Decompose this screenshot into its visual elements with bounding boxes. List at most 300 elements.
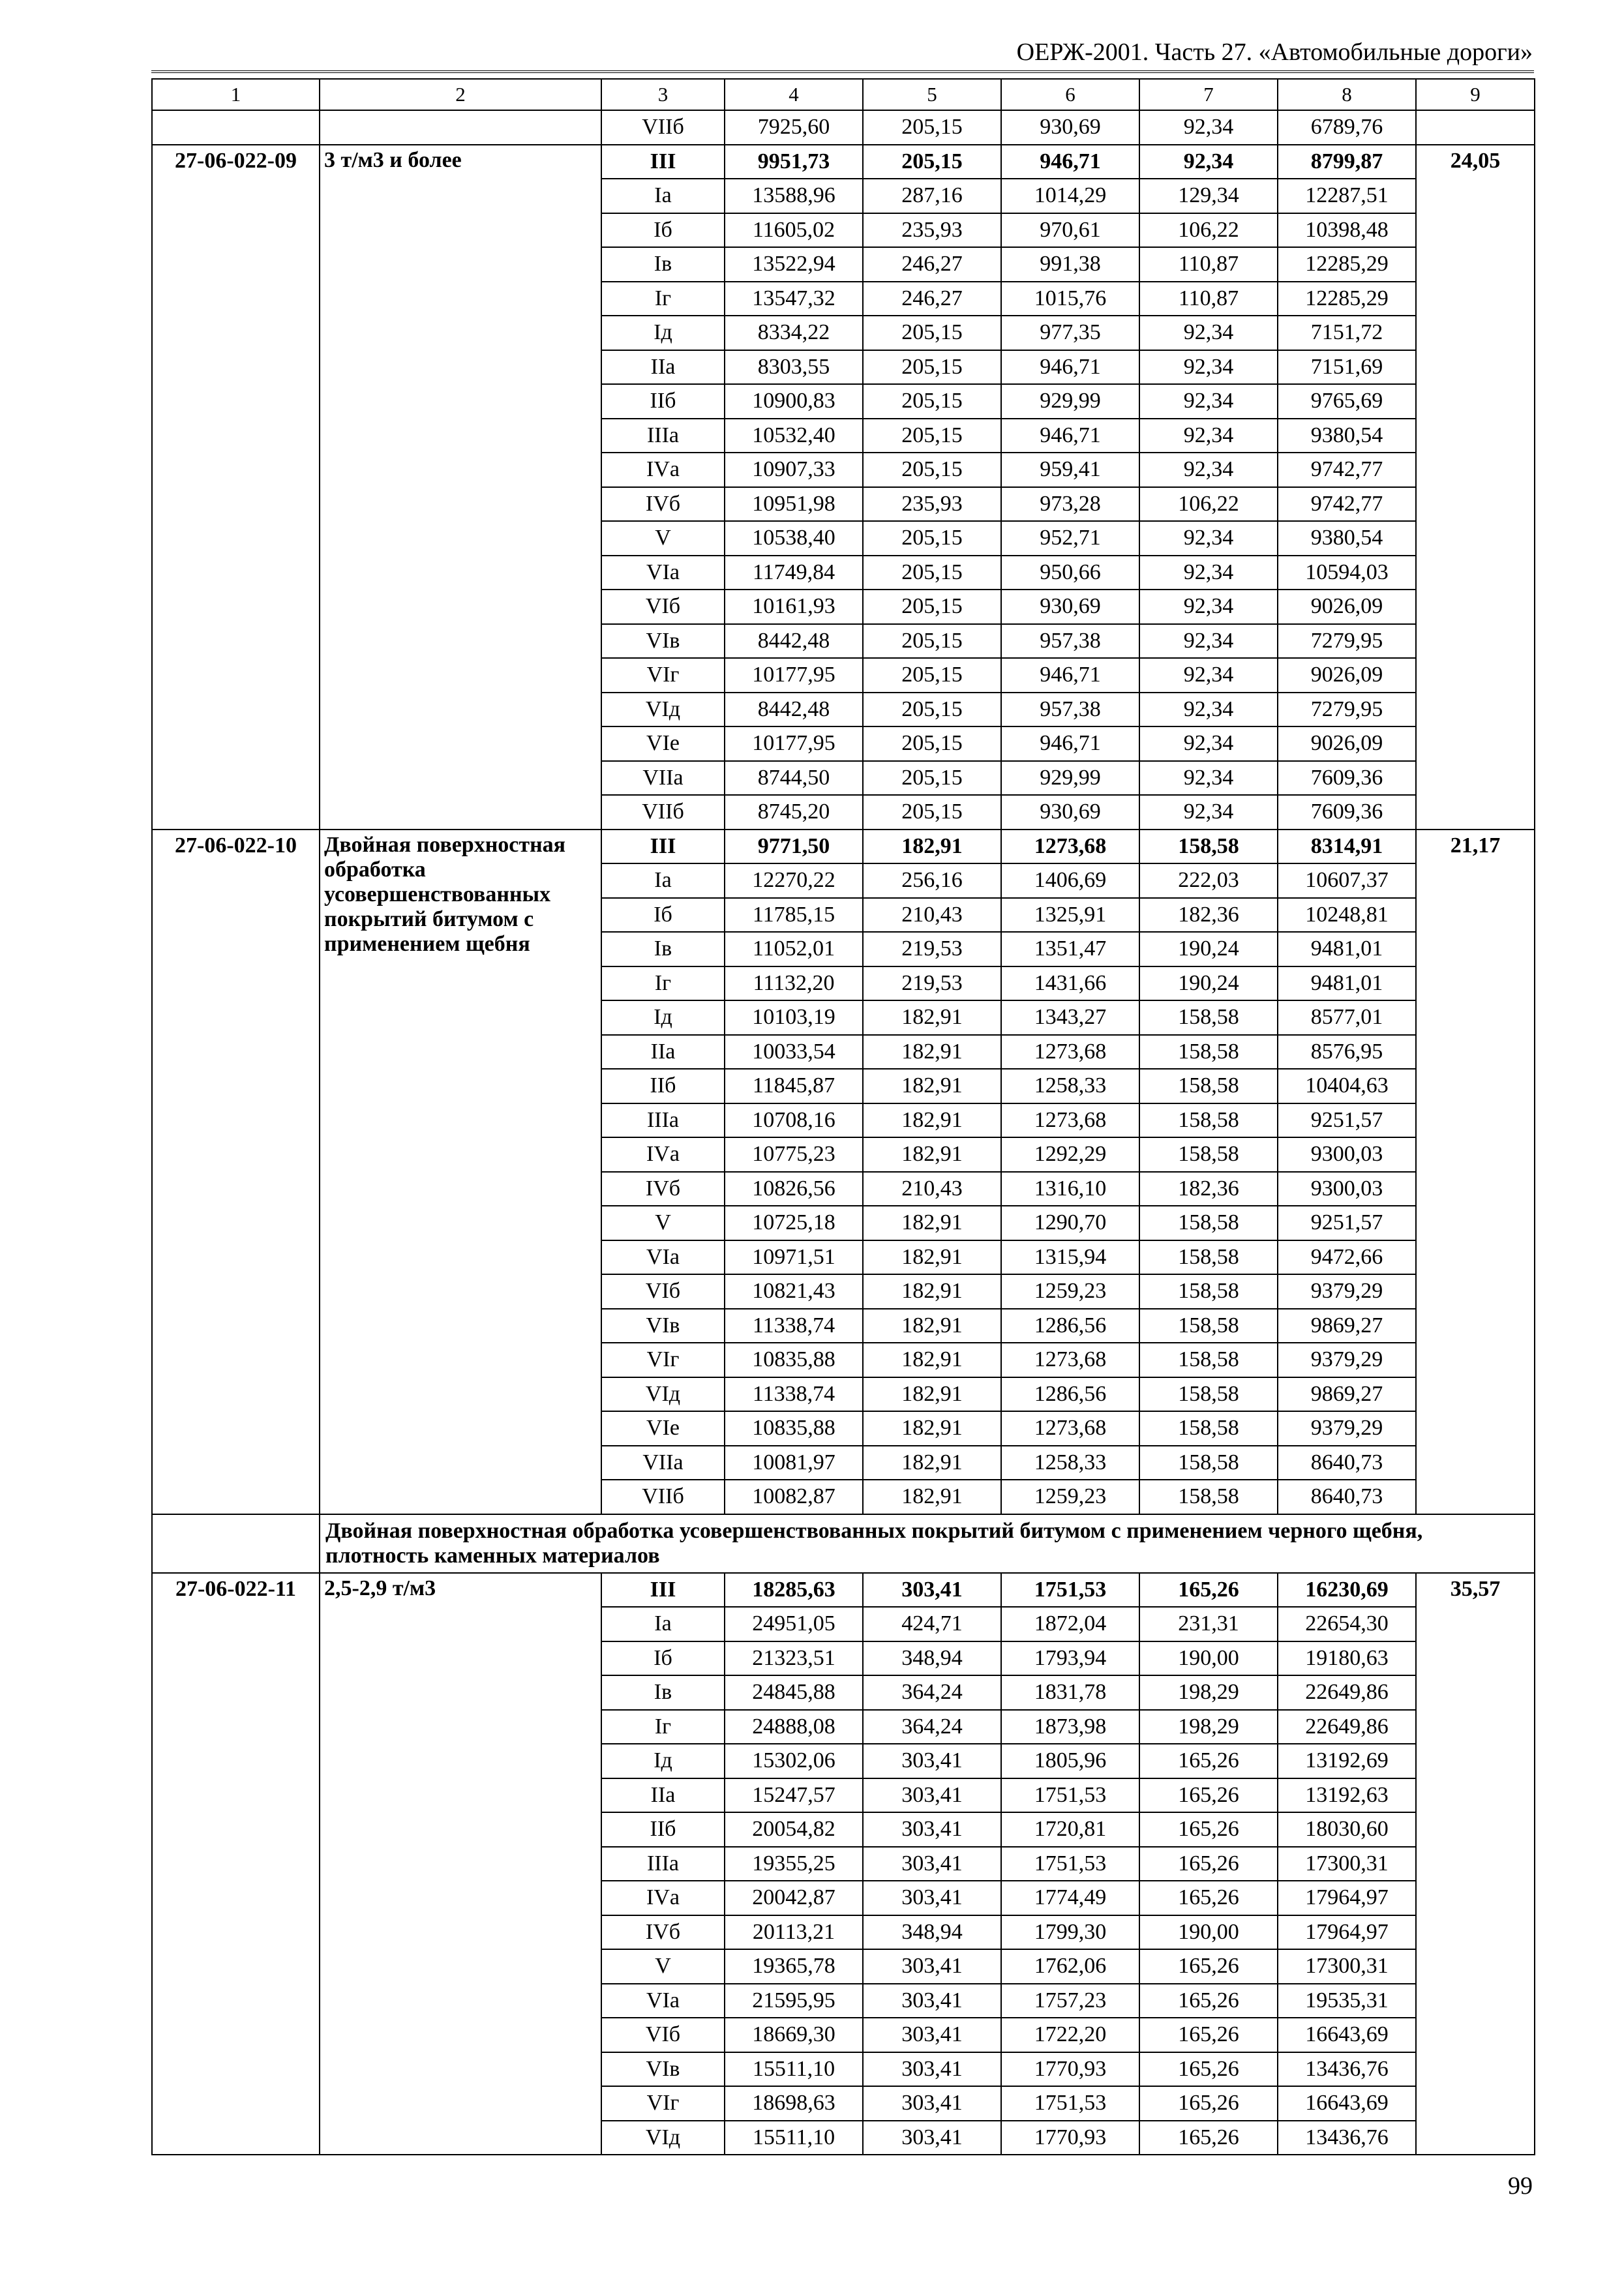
value-cell: 1793,94 [1001, 1641, 1139, 1676]
value-cell: 8442,48 [725, 693, 863, 727]
zone-cell: Iа [601, 179, 725, 213]
value-cell: 16643,69 [1278, 2018, 1416, 2052]
value-cell: 1273,68 [1001, 1103, 1139, 1138]
zone-cell: IIIа [601, 419, 725, 453]
value-cell: 205,15 [863, 453, 1001, 487]
value-cell: 10538,40 [725, 521, 863, 556]
value-cell: 205,15 [863, 110, 1001, 145]
value-cell: 205,15 [863, 145, 1001, 179]
value-cell: 158,58 [1139, 1206, 1278, 1240]
value-cell: 205,15 [863, 350, 1001, 385]
value-cell: 10398,48 [1278, 213, 1416, 248]
value-cell: 10532,40 [725, 419, 863, 453]
value-cell: 929,99 [1001, 384, 1139, 419]
zone-cell: Iб [601, 213, 725, 248]
value-cell: 13436,76 [1278, 2052, 1416, 2087]
value-cell: 205,15 [863, 795, 1001, 830]
column-number: 6 [1001, 79, 1139, 110]
value-cell: 165,26 [1139, 1744, 1278, 1778]
column-number: 3 [601, 79, 725, 110]
value-cell: 13522,94 [725, 247, 863, 282]
zone-cell: IIа [601, 350, 725, 385]
zone-cell: VIIб [601, 1480, 725, 1514]
value-cell: 10177,95 [725, 726, 863, 761]
value-cell: 946,71 [1001, 658, 1139, 693]
column-number: 1 [152, 79, 320, 110]
value-cell: 165,26 [1139, 1778, 1278, 1813]
running-header: ОЕРЖ-2001. Часть 27. «Автомобильные дороги» [1016, 38, 1533, 66]
value-cell: 10161,93 [725, 590, 863, 624]
value-cell: 1774,49 [1001, 1881, 1139, 1915]
rates-table [151, 78, 1535, 2155]
zone-cell: IIIа [601, 1103, 725, 1138]
value-cell: 19365,78 [725, 1949, 863, 1984]
value-cell: 15511,10 [725, 2052, 863, 2087]
value-cell: 219,53 [863, 932, 1001, 966]
value-cell: 22654,30 [1278, 1607, 1416, 1641]
value-cell: 9379,29 [1278, 1343, 1416, 1377]
zone-cell: VIа [601, 1984, 725, 2018]
value-cell: 9765,69 [1278, 384, 1416, 419]
value-cell: 1873,98 [1001, 1710, 1139, 1744]
value-cell: 92,34 [1139, 726, 1278, 761]
value-cell: 182,91 [863, 1103, 1001, 1138]
section-empty-cell [152, 1514, 320, 1573]
column-number: 8 [1278, 79, 1416, 110]
value-cell: 210,43 [863, 898, 1001, 933]
value-cell: 19535,31 [1278, 1984, 1416, 2018]
zone-cell: Iа [601, 863, 725, 898]
value-cell: 9742,77 [1278, 453, 1416, 487]
value-cell: 158,58 [1139, 1069, 1278, 1103]
value-cell: 165,26 [1139, 1812, 1278, 1847]
value-cell: 158,58 [1139, 830, 1278, 864]
value-cell: 11605,02 [725, 213, 863, 248]
value-cell: 8640,73 [1278, 1480, 1416, 1514]
zone-cell: V [601, 521, 725, 556]
section-heading: Двойная поверхностная обработка усовершенствованных покрытий битумом с применением черного щебня, плотность каменных материалов [320, 1514, 1535, 1573]
value-cell: 10725,18 [725, 1206, 863, 1240]
value-cell: 1258,33 [1001, 1069, 1139, 1103]
value-cell: 8442,48 [725, 624, 863, 659]
value-cell: 182,36 [1139, 898, 1278, 933]
table-row [152, 145, 1535, 179]
value-cell: 13192,63 [1278, 1778, 1416, 1813]
value-cell: 182,91 [863, 1069, 1001, 1103]
value-cell: 303,41 [863, 1881, 1001, 1915]
value-cell: 1770,93 [1001, 2121, 1139, 2155]
value-cell: 158,58 [1139, 1137, 1278, 1172]
value-cell: 158,58 [1139, 1103, 1278, 1138]
value-cell: 12270,22 [725, 863, 863, 898]
value-cell: 182,91 [863, 1137, 1001, 1172]
value-cell: 15247,57 [725, 1778, 863, 1813]
value-cell: 303,41 [863, 1744, 1001, 1778]
value-cell: 946,71 [1001, 350, 1139, 385]
value-cell: 9869,27 [1278, 1309, 1416, 1343]
value-cell: 957,38 [1001, 693, 1139, 727]
value-cell: 18285,63 [725, 1573, 863, 1608]
value-cell: 8744,50 [725, 761, 863, 796]
value-cell: 182,91 [863, 1206, 1001, 1240]
zone-cell: VIд [601, 1377, 725, 1412]
value-cell: 182,91 [863, 830, 1001, 864]
value-cell: 158,58 [1139, 1411, 1278, 1446]
value-cell: 364,24 [863, 1710, 1001, 1744]
value-cell: 9251,57 [1278, 1206, 1416, 1240]
value-cell: 205,15 [863, 693, 1001, 727]
value-cell: 92,34 [1139, 795, 1278, 830]
value-cell: 182,91 [863, 1000, 1001, 1035]
value-cell: 20042,87 [725, 1881, 863, 1915]
value-cell: 10835,88 [725, 1343, 863, 1377]
value-cell: 129,34 [1139, 179, 1278, 213]
value-cell: 17300,31 [1278, 1847, 1416, 1881]
value-cell: 158,58 [1139, 1309, 1278, 1343]
value-cell: 11338,74 [725, 1377, 863, 1412]
value-cell: 1258,33 [1001, 1446, 1139, 1480]
value-cell: 92,34 [1139, 350, 1278, 385]
value-cell: 205,15 [863, 726, 1001, 761]
value-cell: 9300,03 [1278, 1172, 1416, 1206]
zone-cell: IIб [601, 1812, 725, 1847]
zone-cell: Iб [601, 1641, 725, 1676]
value-cell: 235,93 [863, 487, 1001, 522]
value-cell: 24951,05 [725, 1607, 863, 1641]
value-cell: 110,87 [1139, 282, 1278, 316]
zone-cell: VIIа [601, 1446, 725, 1480]
value-cell: 303,41 [863, 2052, 1001, 2087]
zone-cell: VIв [601, 624, 725, 659]
value-cell: 303,41 [863, 2121, 1001, 2155]
value-cell: 165,26 [1139, 1573, 1278, 1608]
value-cell: 8576,95 [1278, 1035, 1416, 1070]
item-code: 27-06-022-09 [152, 145, 320, 830]
value-cell: 970,61 [1001, 213, 1139, 248]
value-cell: 158,58 [1139, 1343, 1278, 1377]
value-cell: 12285,29 [1278, 247, 1416, 282]
rate-cell-empty [1416, 110, 1535, 145]
value-cell: 12285,29 [1278, 282, 1416, 316]
value-cell: 205,15 [863, 624, 1001, 659]
value-cell: 19355,25 [725, 1847, 863, 1881]
value-cell: 222,03 [1139, 863, 1278, 898]
value-cell: 303,41 [863, 1573, 1001, 1608]
zone-cell: VIд [601, 693, 725, 727]
value-cell: 205,15 [863, 316, 1001, 350]
zone-cell: IIIа [601, 1847, 725, 1881]
value-cell: 20113,21 [725, 1915, 863, 1950]
value-cell: 106,22 [1139, 487, 1278, 522]
column-number: 2 [320, 79, 601, 110]
value-cell: 1770,93 [1001, 2052, 1139, 2087]
value-cell: 205,15 [863, 556, 1001, 590]
value-cell: 10826,56 [725, 1172, 863, 1206]
value-cell: 9026,09 [1278, 590, 1416, 624]
value-cell: 11052,01 [725, 932, 863, 966]
zone-cell: VIв [601, 2052, 725, 2087]
zone-cell: V [601, 1206, 725, 1240]
value-cell: 92,34 [1139, 521, 1278, 556]
value-cell: 10404,63 [1278, 1069, 1416, 1103]
item-description: 3 т/м3 и более [320, 145, 601, 830]
value-cell: 424,71 [863, 1607, 1001, 1641]
rates-table-body [152, 79, 1535, 2155]
value-cell: 182,91 [863, 1343, 1001, 1377]
value-cell: 1762,06 [1001, 1949, 1139, 1984]
value-cell: 165,26 [1139, 1949, 1278, 1984]
value-cell: 219,53 [863, 966, 1001, 1001]
value-cell: 205,15 [863, 419, 1001, 453]
value-cell: 18669,30 [725, 2018, 863, 2052]
zone-cell: III [601, 830, 725, 864]
value-cell: 9379,29 [1278, 1411, 1416, 1446]
value-cell: 1751,53 [1001, 1573, 1139, 1608]
value-cell: 106,22 [1139, 213, 1278, 248]
value-cell: 9300,03 [1278, 1137, 1416, 1172]
value-cell: 92,34 [1139, 419, 1278, 453]
value-cell: 8745,20 [725, 795, 863, 830]
value-cell: 205,15 [863, 761, 1001, 796]
value-cell: 8640,73 [1278, 1446, 1416, 1480]
column-number: 4 [725, 79, 863, 110]
value-cell: 165,26 [1139, 2018, 1278, 2052]
value-cell: 303,41 [863, 1847, 1001, 1881]
labor-rate: 24,05 [1416, 145, 1535, 830]
value-cell: 303,41 [863, 1949, 1001, 1984]
value-cell: 205,15 [863, 590, 1001, 624]
value-cell: 1290,70 [1001, 1206, 1139, 1240]
value-cell: 11132,20 [725, 966, 863, 1001]
value-cell: 10775,23 [725, 1137, 863, 1172]
value-cell: 182,91 [863, 1411, 1001, 1446]
value-cell: 15302,06 [725, 1744, 863, 1778]
column-number-row [152, 79, 1535, 110]
value-cell: 10708,16 [725, 1103, 863, 1138]
value-cell: 158,58 [1139, 1446, 1278, 1480]
desc-cell-empty [320, 110, 601, 145]
zone-cell: IVа [601, 453, 725, 487]
value-cell: 12287,51 [1278, 179, 1416, 213]
value-cell: 9251,57 [1278, 1103, 1416, 1138]
value-cell: 21595,95 [725, 1984, 863, 2018]
value-cell: 1286,56 [1001, 1377, 1139, 1412]
value-cell: 7609,36 [1278, 761, 1416, 796]
value-cell: 190,00 [1139, 1641, 1278, 1676]
value-cell: 10177,95 [725, 658, 863, 693]
zone-cell: IIа [601, 1035, 725, 1070]
value-cell: 7279,95 [1278, 624, 1416, 659]
zone-cell: VIг [601, 1343, 725, 1377]
item-code: 27-06-022-10 [152, 830, 320, 1514]
value-cell: 977,35 [1001, 316, 1139, 350]
value-cell: 22649,86 [1278, 1675, 1416, 1710]
value-cell: 9379,29 [1278, 1274, 1416, 1309]
value-cell: 348,94 [863, 1915, 1001, 1950]
value-cell: 10900,83 [725, 384, 863, 419]
zone-cell: IVа [601, 1137, 725, 1172]
value-cell: 17964,97 [1278, 1915, 1416, 1950]
value-cell: 165,26 [1139, 1847, 1278, 1881]
value-cell: 11749,84 [725, 556, 863, 590]
value-cell: 930,69 [1001, 110, 1139, 145]
labor-rate: 35,57 [1416, 1573, 1535, 2155]
value-cell: 92,34 [1139, 590, 1278, 624]
value-cell: 303,41 [863, 1984, 1001, 2018]
value-cell: 9951,73 [725, 145, 863, 179]
zone-cell: Iб [601, 898, 725, 933]
zone-cell: VIв [601, 1309, 725, 1343]
value-cell: 158,58 [1139, 1377, 1278, 1412]
value-cell: 210,43 [863, 1172, 1001, 1206]
value-cell: 348,94 [863, 1641, 1001, 1676]
value-cell: 10951,98 [725, 487, 863, 522]
value-cell: 1014,29 [1001, 179, 1139, 213]
table-row [152, 1573, 1535, 1608]
value-cell: 205,15 [863, 384, 1001, 419]
value-cell: 10821,43 [725, 1274, 863, 1309]
value-cell: 950,66 [1001, 556, 1139, 590]
zone-cell: VIг [601, 658, 725, 693]
zone-cell: IVб [601, 1915, 725, 1950]
value-cell: 9472,66 [1278, 1240, 1416, 1275]
value-cell: 1273,68 [1001, 1343, 1139, 1377]
value-cell: 8799,87 [1278, 145, 1416, 179]
zone-cell: Iд [601, 1744, 725, 1778]
value-cell: 92,34 [1139, 316, 1278, 350]
zone-cell: Iг [601, 966, 725, 1001]
value-cell: 1431,66 [1001, 966, 1139, 1001]
value-cell: 9481,01 [1278, 966, 1416, 1001]
zone-cell: Iг [601, 282, 725, 316]
value-cell: 9026,09 [1278, 726, 1416, 761]
value-cell: 1292,29 [1001, 1137, 1139, 1172]
value-cell: 92,34 [1139, 658, 1278, 693]
value-cell: 182,36 [1139, 1172, 1278, 1206]
value-cell: 1872,04 [1001, 1607, 1139, 1641]
value-cell: 1273,68 [1001, 830, 1139, 864]
value-cell: 92,34 [1139, 693, 1278, 727]
value-cell: 7151,69 [1278, 350, 1416, 385]
zone-cell: IIб [601, 1069, 725, 1103]
zone-cell: III [601, 1573, 725, 1608]
value-cell: 303,41 [863, 1778, 1001, 1813]
zone-cell: IVа [601, 1881, 725, 1915]
zone-cell: V [601, 1949, 725, 1984]
zone-cell: IIб [601, 384, 725, 419]
zone-cell: VIб [601, 590, 725, 624]
value-cell: 1751,53 [1001, 1847, 1139, 1881]
value-cell: 287,16 [863, 179, 1001, 213]
value-cell: 10971,51 [725, 1240, 863, 1275]
value-cell: 158,58 [1139, 1480, 1278, 1514]
value-cell: 110,87 [1139, 247, 1278, 282]
value-cell: 182,91 [863, 1480, 1001, 1514]
value-cell: 165,26 [1139, 2086, 1278, 2121]
value-cell: 198,29 [1139, 1710, 1278, 1744]
value-cell: 205,15 [863, 521, 1001, 556]
value-cell: 231,31 [1139, 1607, 1278, 1641]
column-number: 5 [863, 79, 1001, 110]
value-cell: 92,34 [1139, 624, 1278, 659]
value-cell: 303,41 [863, 2018, 1001, 2052]
value-cell: 158,58 [1139, 1000, 1278, 1035]
value-cell: 198,29 [1139, 1675, 1278, 1710]
value-cell: 1757,23 [1001, 1984, 1139, 2018]
value-cell: 1316,10 [1001, 1172, 1139, 1206]
value-cell: 303,41 [863, 1812, 1001, 1847]
value-cell: 246,27 [863, 247, 1001, 282]
value-cell: 190,24 [1139, 932, 1278, 966]
item-description: 2,5-2,9 т/м3 [320, 1573, 601, 2155]
value-cell: 10103,19 [725, 1000, 863, 1035]
page-number: 99 [1508, 2172, 1533, 2200]
value-cell: 13588,96 [725, 179, 863, 213]
value-cell: 256,16 [863, 863, 1001, 898]
value-cell: 303,41 [863, 2086, 1001, 2121]
value-cell: 165,26 [1139, 2052, 1278, 2087]
value-cell: 20054,82 [725, 1812, 863, 1847]
value-cell: 1751,53 [1001, 1778, 1139, 1813]
value-cell: 1751,53 [1001, 2086, 1139, 2121]
value-cell: 973,28 [1001, 487, 1139, 522]
zone-cell: Iа [601, 1607, 725, 1641]
value-cell: 1325,91 [1001, 898, 1139, 933]
value-cell: 930,69 [1001, 590, 1139, 624]
zone-cell: VIе [601, 1411, 725, 1446]
value-cell: 235,93 [863, 213, 1001, 248]
value-cell: 9869,27 [1278, 1377, 1416, 1412]
value-cell: 18698,63 [725, 2086, 863, 2121]
value-cell: 11338,74 [725, 1309, 863, 1343]
value-cell: 8334,22 [725, 316, 863, 350]
value-cell: 1015,76 [1001, 282, 1139, 316]
column-number: 7 [1139, 79, 1278, 110]
value-cell: 182,91 [863, 1377, 1001, 1412]
value-cell: 1286,56 [1001, 1309, 1139, 1343]
value-cell: 92,34 [1139, 761, 1278, 796]
value-cell: 182,91 [863, 1035, 1001, 1070]
value-cell: 10607,37 [1278, 863, 1416, 898]
value-cell: 7925,60 [725, 110, 863, 145]
value-cell: 364,24 [863, 1675, 1001, 1710]
value-cell: 13547,32 [725, 282, 863, 316]
zone-cell: Iг [601, 1710, 725, 1744]
header-rule [151, 70, 1534, 73]
value-cell: 11845,87 [725, 1069, 863, 1103]
value-cell: 19180,63 [1278, 1641, 1416, 1676]
zone-cell: VIб [601, 1274, 725, 1309]
value-cell: 16643,69 [1278, 2086, 1416, 2121]
zone-cell: Iв [601, 247, 725, 282]
value-cell: 7609,36 [1278, 795, 1416, 830]
zone-cell: Iв [601, 1675, 725, 1710]
value-cell: 15511,10 [725, 2121, 863, 2155]
value-cell: 10907,33 [725, 453, 863, 487]
value-cell: 1831,78 [1001, 1675, 1139, 1710]
value-cell: 8577,01 [1278, 1000, 1416, 1035]
zone-cell: VIIб [601, 110, 725, 145]
value-cell: 165,26 [1139, 1984, 1278, 2018]
value-cell: 190,00 [1139, 1915, 1278, 1950]
code-cell-empty [152, 110, 320, 145]
value-cell: 1406,69 [1001, 863, 1139, 898]
value-cell: 246,27 [863, 282, 1001, 316]
value-cell: 158,58 [1139, 1035, 1278, 1070]
zone-cell: Iв [601, 932, 725, 966]
zone-cell: III [601, 145, 725, 179]
value-cell: 1259,23 [1001, 1480, 1139, 1514]
